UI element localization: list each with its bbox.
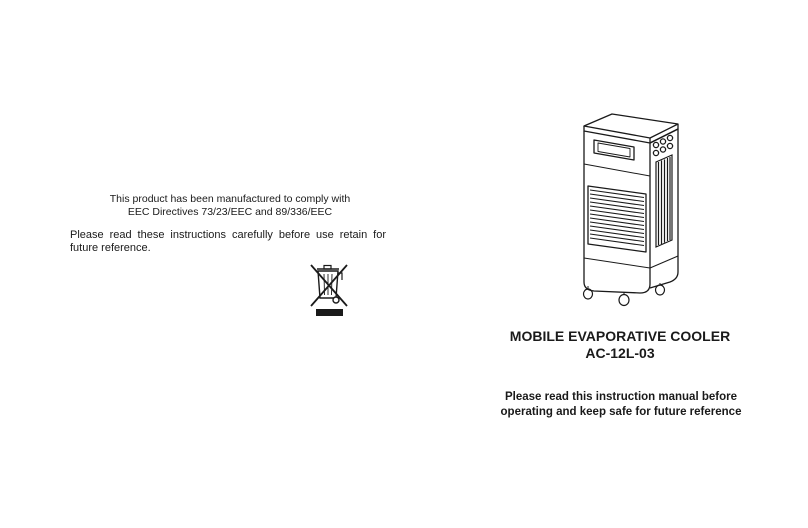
compliance-statement — [96, 193, 364, 219]
compliance-line-1: This product has been manufactured to comply with — [109, 193, 351, 205]
product-name: MOBILE EVAPORATIVE COOLER — [509, 328, 731, 344]
crossed-out-wheelie-bin-icon — [306, 262, 354, 320]
safekeeping-note — [466, 390, 776, 420]
read-instructions-text: Please read these instructions carefully before use retain for future reference. — [70, 229, 386, 254]
evaporative-cooler-illustration — [574, 112, 686, 310]
model-number: AC-12L-03 — [585, 345, 655, 361]
safekeeping-line-1: Please read this instruction manual before — [505, 391, 737, 403]
compliance-line-2: EEC Directives 73/23/EEC and 89/336/EEC — [127, 206, 333, 218]
safekeeping-line-2: operating and keep safe for future reference — [500, 406, 742, 418]
product-title — [470, 328, 770, 362]
